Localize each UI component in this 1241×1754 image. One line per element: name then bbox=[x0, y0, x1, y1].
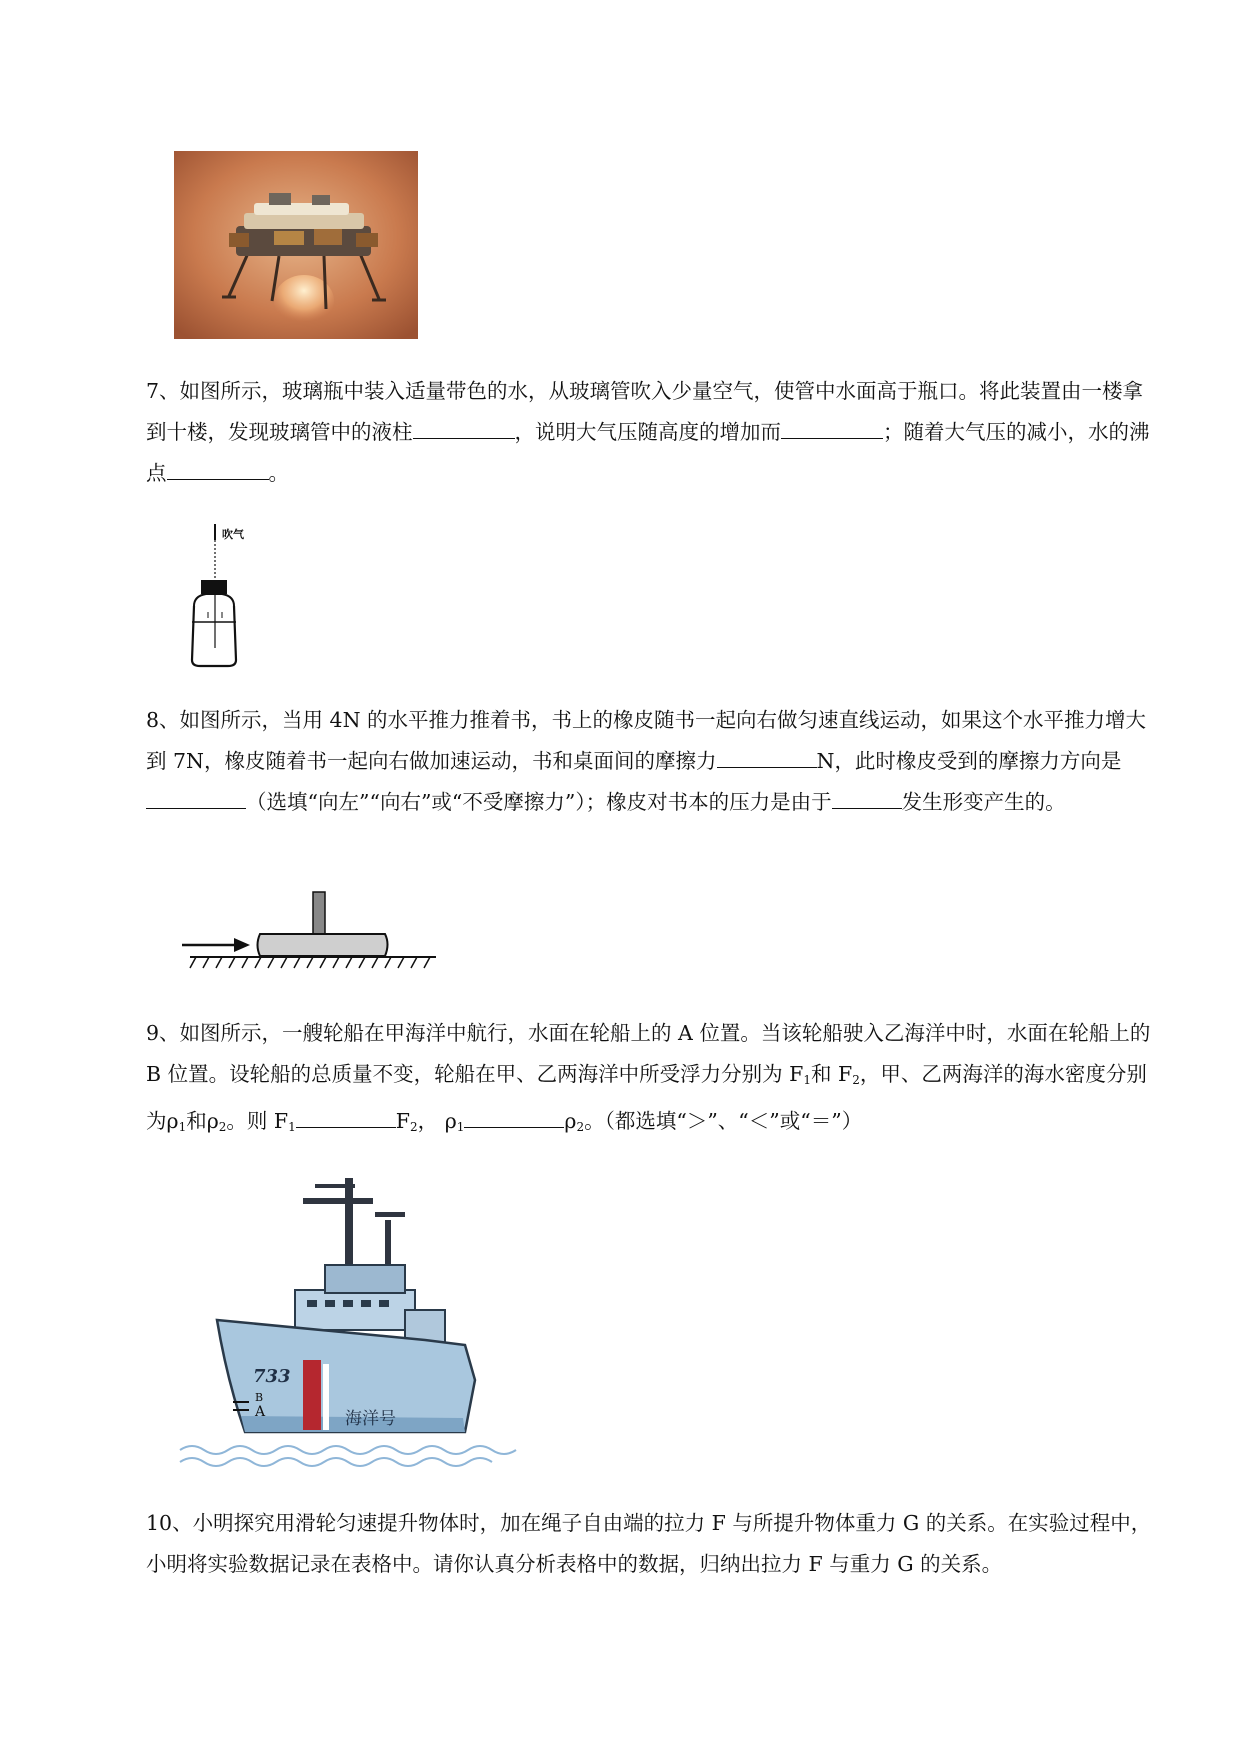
mark-a: A bbox=[255, 1404, 266, 1420]
question-7-text-2: ，说明大气压随高度的增加而 bbox=[514, 420, 781, 444]
question-9-sub-6: 2 bbox=[410, 1120, 418, 1134]
question-7-blank-2[interactable] bbox=[781, 416, 883, 439]
question-9-sub-2: 2 bbox=[852, 1073, 860, 1087]
question-9-text-6: F bbox=[395, 1109, 411, 1133]
question-9-sub-5: 1 bbox=[288, 1120, 296, 1134]
question-10-text: 10、小明探究用滑轮匀速提升物体时，加在绳子自由端的拉力 F 与所提升物体重力 G 的关系。在实验过程中，小明将实验数据记录在表格中。请你认真分析表格中的数据，归纳出拉力 F 与重力 G 的关系。 bbox=[146, 1511, 1152, 1576]
question-8-blank-3[interactable] bbox=[832, 786, 902, 809]
question-9-sub-7: 1 bbox=[456, 1120, 465, 1134]
question-9-sub-8: 2 bbox=[576, 1120, 585, 1134]
question-8-blank-1[interactable] bbox=[717, 745, 817, 768]
question-9-text-5: 。则 F bbox=[226, 1109, 289, 1133]
bottle-diagram bbox=[186, 520, 276, 670]
blow-label: 吹气 bbox=[222, 528, 244, 541]
question-9-sub-1: 1 bbox=[803, 1073, 811, 1087]
question-8 bbox=[146, 700, 1156, 823]
question-8-blank-2[interactable] bbox=[146, 786, 246, 809]
question-8-text-2: N，此时橡皮受到的摩擦力方向是 bbox=[816, 749, 1122, 773]
question-7-text-1: 7、如图所示，玻璃瓶中装入适量带色的水，从玻璃管吹入少量空气，使管中水面高于瓶口。将此装置由一楼拿到十楼，发现玻璃管中的液柱 bbox=[146, 379, 1144, 444]
question-8-text-3: （选填“向左”“向右”或“不受摩擦力”）；橡皮对书本的压力是由于 bbox=[246, 790, 832, 814]
question-9-text-9: 。（都选填“＞”、“＜”或“＝”） bbox=[584, 1109, 863, 1133]
question-10 bbox=[146, 1503, 1156, 1585]
question-7-text-3: ；随着大气压的减小，水的沸点 bbox=[146, 420, 1150, 485]
question-9-text-3: ，甲、乙两海洋的海水密度分别为ρ bbox=[146, 1062, 1147, 1133]
question-7 bbox=[146, 371, 1156, 494]
ship-number: 733 bbox=[253, 1366, 291, 1387]
question-9-text-7: ， ρ bbox=[417, 1109, 457, 1133]
question-9-text-1: 9、如图所示，一艘轮船在甲海洋中航行，水面在轮船上的 A 位置。当该轮船驶入乙海洋中时，水面在轮船上的 B 位置。设轮船的总质量不变，轮船在甲、乙两海洋中所受浮力分别为 F bbox=[146, 1021, 1151, 1086]
question-7-blank-1[interactable] bbox=[413, 416, 515, 439]
mark-b: B bbox=[255, 1391, 264, 1404]
question-9-sub-3: 1 bbox=[178, 1120, 187, 1134]
book-diagram bbox=[176, 890, 446, 978]
question-9 bbox=[146, 1013, 1156, 1148]
question-7-text-4: 。 bbox=[268, 461, 289, 485]
question-9-text-4: 和ρ bbox=[186, 1109, 219, 1133]
question-9-text-8: ρ bbox=[564, 1109, 577, 1133]
question-9-blank-2[interactable] bbox=[464, 1105, 564, 1128]
question-9-sub-4: 2 bbox=[218, 1120, 227, 1134]
ship-name: 海洋号 bbox=[345, 1409, 396, 1429]
ship-illustration bbox=[175, 1170, 525, 1470]
question-9-text-2: 和 F bbox=[810, 1062, 853, 1086]
question-7-blank-3[interactable] bbox=[167, 457, 269, 480]
lander-photo bbox=[174, 151, 418, 339]
question-8-text-4: 发生形变产生的。 bbox=[901, 790, 1066, 814]
question-8-text-1: 8、如图所示，当用 4N 的水平推力推着书，书上的橡皮随书一起向右做匀速直线运动，如果这个水平推力增大到 7N，橡皮随着书一起向右做加速运动，书和桌面间的摩擦力 bbox=[146, 708, 1147, 773]
question-9-blank-1[interactable] bbox=[296, 1105, 396, 1128]
